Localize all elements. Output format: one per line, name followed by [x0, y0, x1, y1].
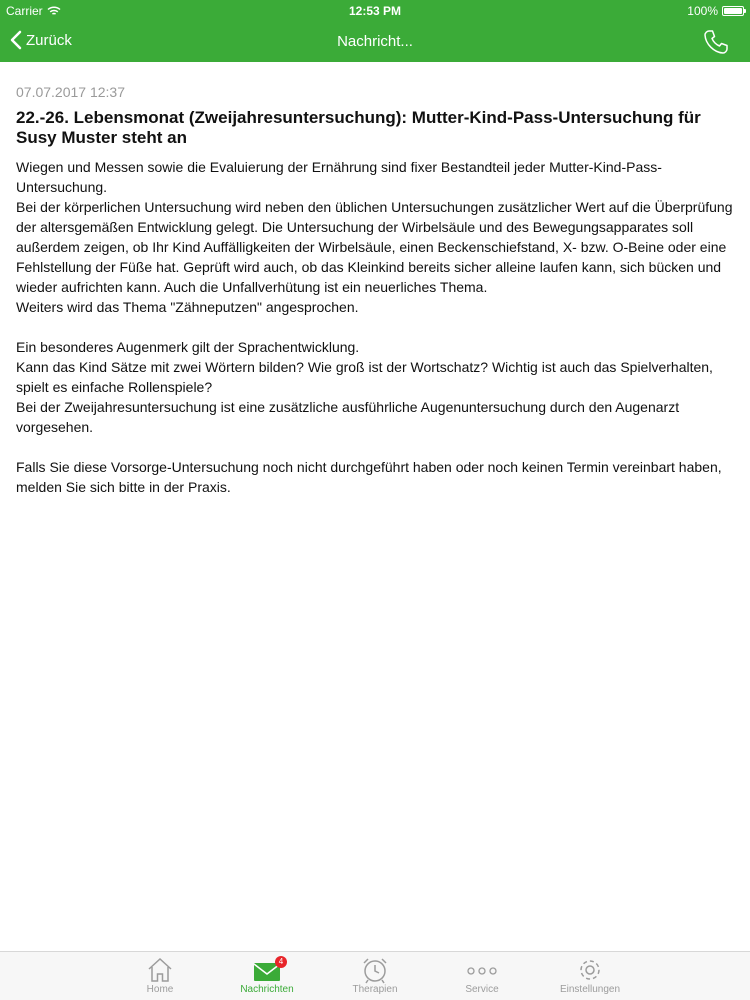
tab-nachrichten[interactable]: [232, 956, 302, 995]
message-date: 07.07.2017 12:37: [16, 84, 125, 100]
tab-nachrichten-label: Nachrichten: [240, 984, 294, 995]
unread-badge: 4: [275, 956, 287, 968]
message-paragraph-spacer: [16, 437, 734, 457]
tab-service-label: Service: [465, 984, 499, 995]
message-paragraph: Weiters wird das Thema "Zähneputzen" angesprochen.: [16, 299, 359, 315]
tab-service[interactable]: [447, 956, 517, 995]
message-content: [16, 62, 734, 497]
message-body: [16, 157, 734, 497]
tab-home[interactable]: [125, 956, 195, 995]
alarm-clock-icon: [360, 956, 390, 984]
tab-home-label: Home: [146, 984, 174, 995]
message-paragraph-spacer: [16, 317, 734, 337]
message-paragraph: Bei der Zweijahresuntersuchung ist eine zusätzliche ausführliche Augenuntersuchung durch den Augenarzt vorgesehen.: [16, 399, 680, 435]
carrier-label: Carrier: [6, 4, 43, 18]
battery-fill: [724, 8, 742, 14]
status-time: 12:53 PM: [348, 4, 402, 18]
back-button-label: Zurück: [26, 31, 72, 49]
tab-therapien-label: Therapien: [352, 984, 398, 995]
message-paragraph: Kann das Kind Sätze mit zwei Wörtern bilden? Wie groß ist der Wortschatz? Wichtig ist auch das Spielverhalten, spielt es einfache Rollenspiele?: [16, 359, 713, 395]
navigation-bar: [0, 22, 750, 62]
phone-icon[interactable]: [702, 28, 730, 56]
battery-percent: 100%: [687, 4, 718, 18]
message-paragraph: Falls Sie diese Vorsorge-Untersuchung noch nicht durchgeführt haben oder noch keinen Termin vereinbart haben, melden Sie sich bitte in der Praxis.: [16, 459, 722, 495]
tab-bar: [0, 951, 750, 1000]
status-right: [687, 4, 744, 18]
tab-einstellungen[interactable]: [555, 956, 625, 995]
message-title: 22.-26. Lebensmonat (Zweijahresuntersuchung): Mutter-Kind-Pass-Untersuchung für Susy Muster steht an: [16, 108, 701, 147]
message-paragraph: Bei der körperlichen Untersuchung wird neben den üblichen Untersuchungen zusätzlicher Wert auf die Überprüfung der altersgemäßen Entwicklung gelegt. Die Untersuchung der Wirbelsäule und des Bewegungsapparates soll außerdem zeigen, ob Ihr Kind Auffälligkeiten der Wirbelsäule, einen Beckenschiefstand, X- bzw. O-Beine oder eine Fehlstellung der Füße hat. Geprüft wird auch, ob das Kleinkind bereits sicher alleine laufen kann, sich bücken und wieder aufrichten kann. Auch die Unfallverhütung ist ein neuerliches Thema.: [16, 199, 733, 295]
tab-therapien[interactable]: [340, 956, 410, 995]
status-bar: [0, 0, 750, 22]
home-icon: [145, 956, 175, 984]
tab-einstellungen-label: Einstellungen: [559, 984, 621, 995]
page-title: Nachricht...: [337, 33, 413, 50]
message-paragraph: Ein besonderes Augenmerk gilt der Sprachentwicklung.: [16, 339, 360, 355]
message-paragraph: Wiegen und Messen sowie die Evaluierung der Ernährung sind fixer Bestandteil jeder Mutter-Kind-Pass-Untersuchung.: [16, 159, 662, 195]
battery-icon: [722, 6, 744, 16]
gear-icon: [575, 956, 605, 984]
more-dots-icon: [464, 956, 500, 984]
